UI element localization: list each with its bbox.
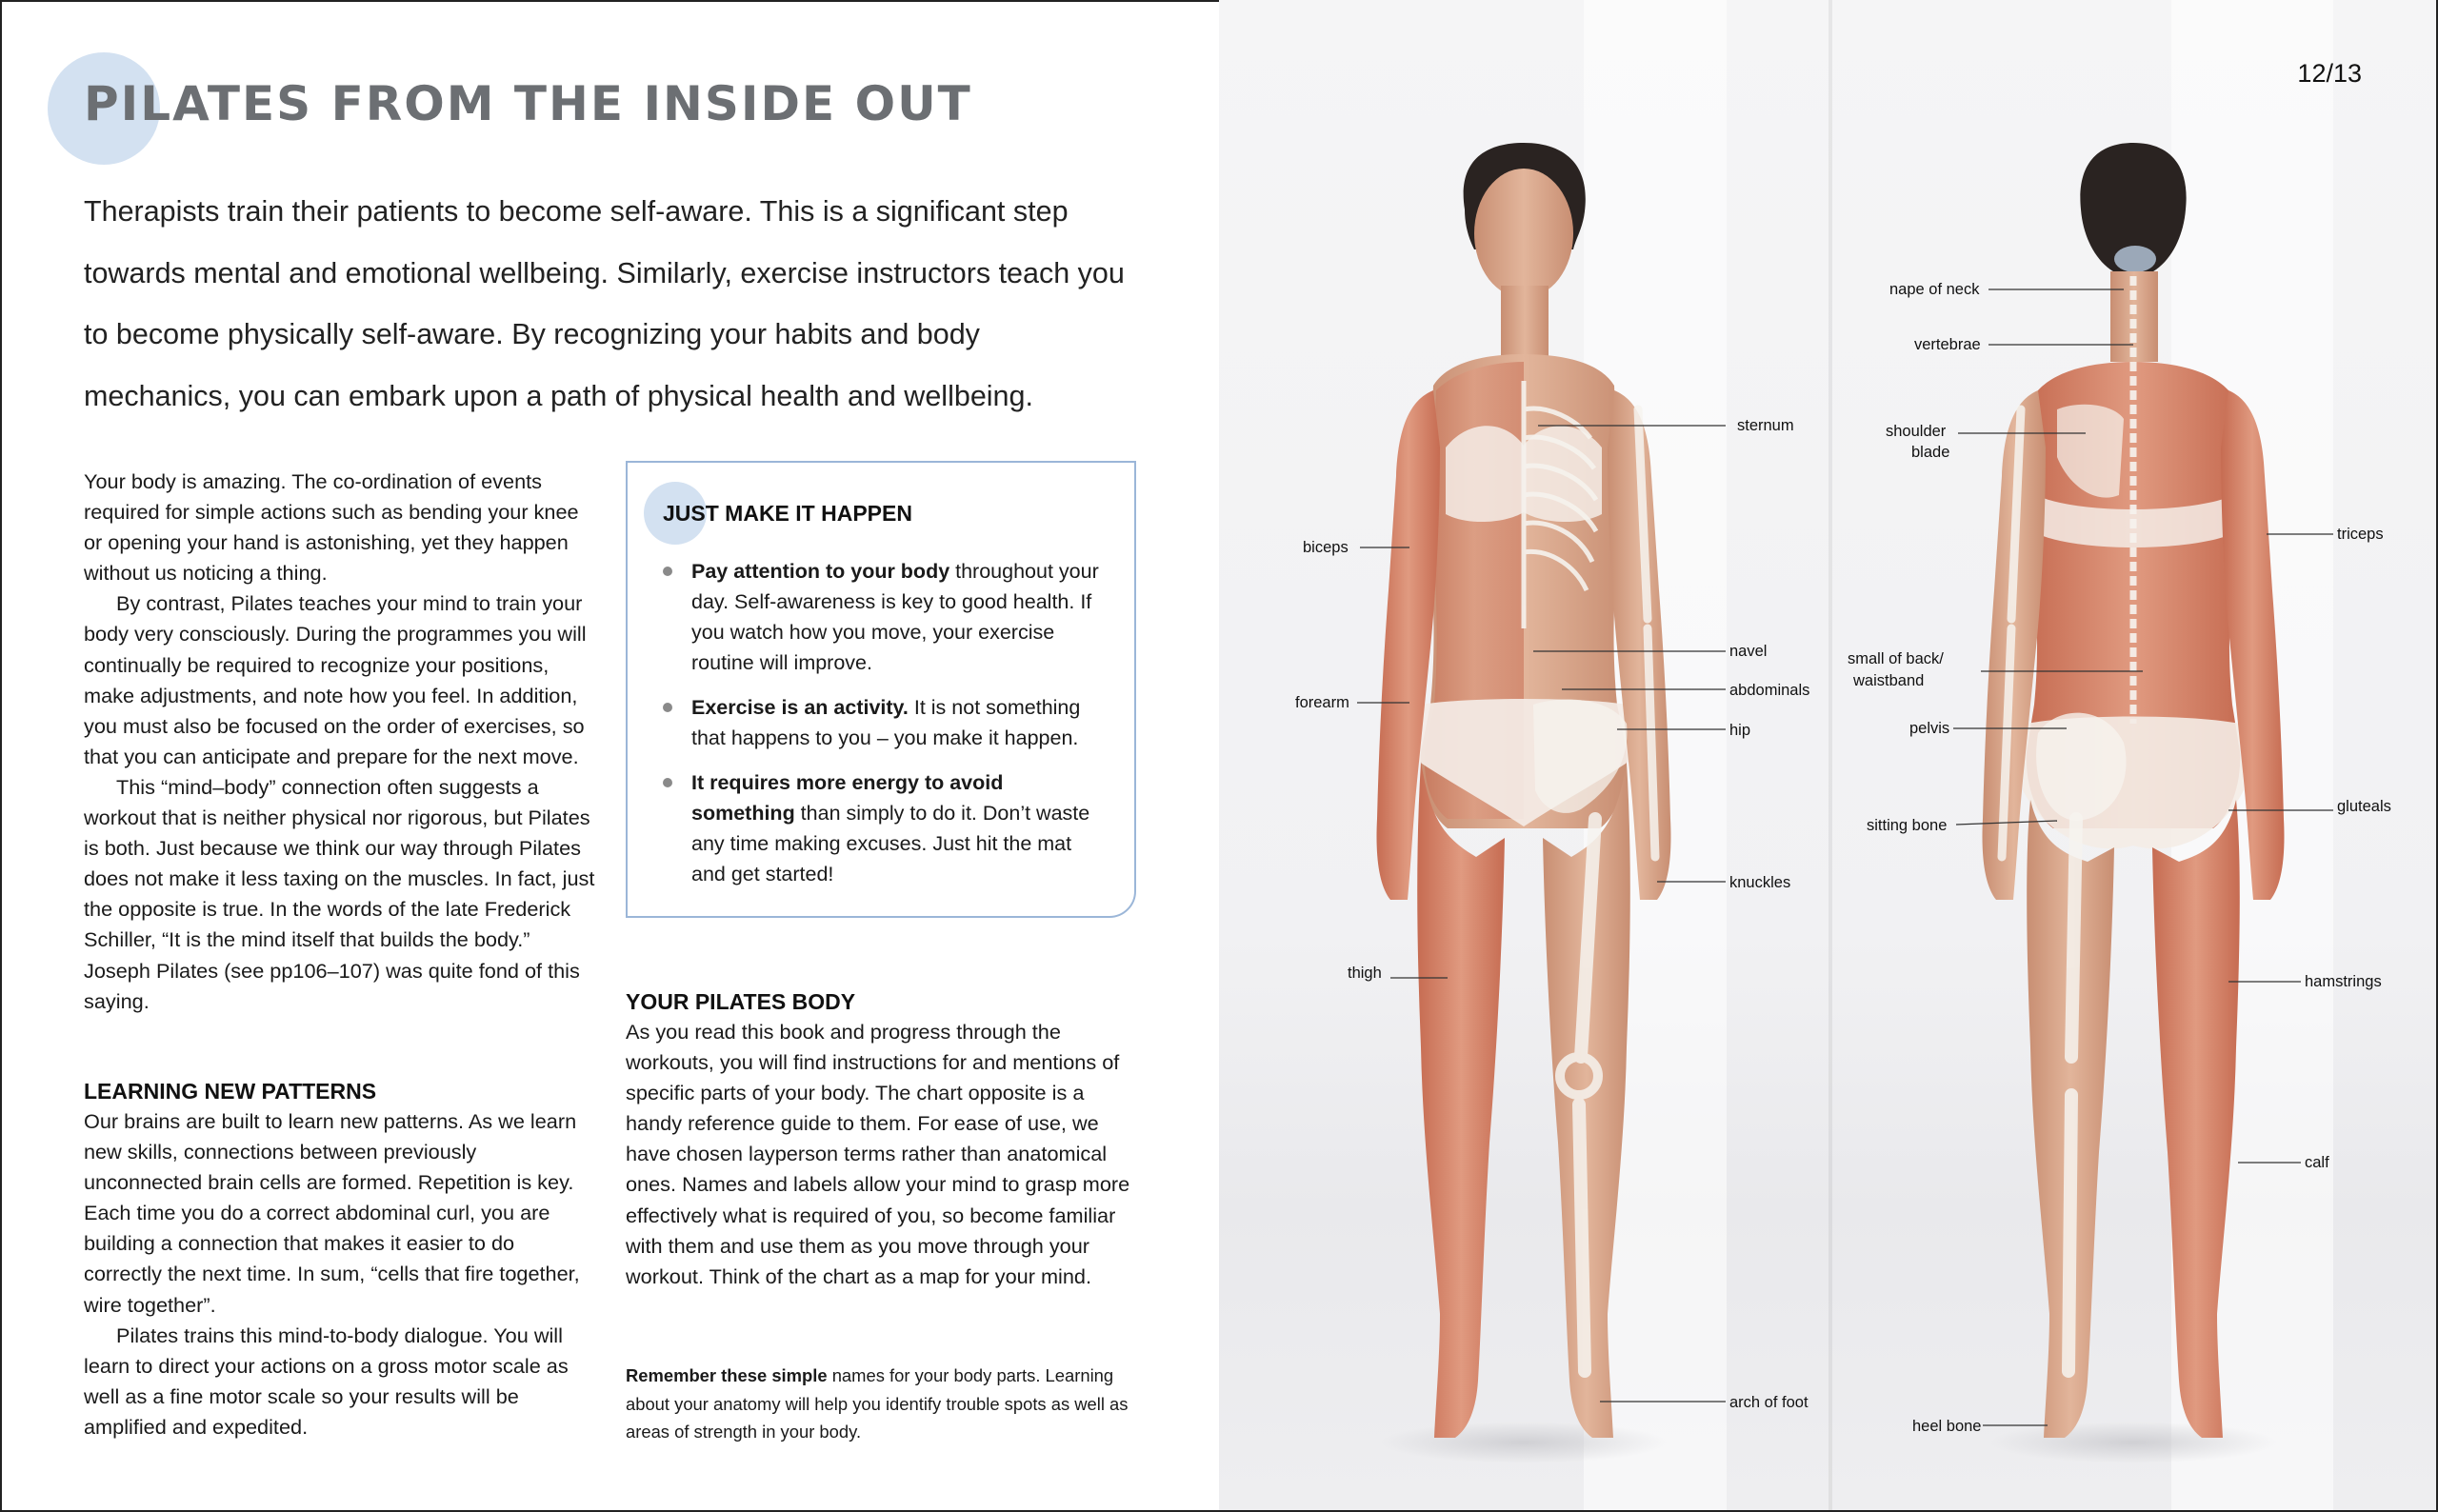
label-heel-bone: heel bone <box>1912 1418 1982 1435</box>
tip-item <box>663 767 1110 889</box>
label-sternum: sternum <box>1737 417 1794 434</box>
caption-note <box>626 1362 1140 1446</box>
label-shoulder-blade-1: shoulder <box>1886 423 1947 440</box>
body-paragraph: Our brains are built to learn new patterns. As we learn new skills, connections between previously unconnected brain cells are formed. Repetition is key. Each time you do a correct abdominal curl, you are building a connection that makes it easier to do correctly the next time. In sum, “cells that fire together, wire together”. <box>84 1109 580 1317</box>
back-shadow <box>1990 1422 2276 1463</box>
your-pilates-body-section <box>626 986 1140 1292</box>
front-head <box>1474 169 1573 298</box>
front-figure <box>1377 143 1671 1463</box>
label-vertebrae: vertebrae <box>1914 336 1981 353</box>
label-triceps: triceps <box>2337 526 2384 543</box>
tip-item <box>663 692 1110 753</box>
body-paragraph: This “mind–body” connection often suggests a workout that is neither physical nor rigorous, but Pilates is both. Just because we think our way through Pilates does not make it less taxing on the muscles. In fact, just the opposite is true. In the words of the late Frederick Schiller, “It is the mind itself that builds the body.” Joseph Pilates (see pp106–107) was quite fond of this saying. <box>84 774 595 1013</box>
label-small-of-back-2: waistband <box>1853 672 1925 689</box>
tip-box <box>626 461 1136 918</box>
anatomy-chart-page <box>1219 0 2436 1510</box>
tip-list <box>663 556 1110 904</box>
front-left-leg <box>1417 762 1505 1438</box>
page-title: PILATES FROM THE INSIDE OUT <box>84 76 972 131</box>
label-abdominals: abdominals <box>1729 682 1810 699</box>
learning-heading: LEARNING NEW PATTERNS <box>84 1079 377 1104</box>
label-hamstrings: hamstrings <box>2305 973 2382 990</box>
front-neck <box>1501 286 1549 357</box>
learning-section <box>84 1076 598 1442</box>
label-forearm: forearm <box>1295 694 1349 711</box>
back-figure <box>1983 143 2285 1463</box>
label-knuckles: knuckles <box>1729 874 1791 891</box>
label-arch-of-foot: arch of foot <box>1729 1394 1809 1411</box>
back-leg-bones <box>2068 819 2076 1371</box>
bullet-icon <box>663 778 672 787</box>
tip-item-bold: It requires more energy to avoid something <box>691 771 1004 825</box>
tip-item-bold: Exercise is an activity. <box>691 696 909 719</box>
tip-item-text: It is not something that happens to you – you make it happen. <box>691 696 1081 749</box>
body-paragraph: Your body is amazing. The co-ordination of events required for simple actions such as bending your knee or opening your hand is astonishing, yet they happen without us noticing a thing. <box>84 469 579 586</box>
page-number: 12/13 <box>2297 59 2362 88</box>
caption-note-bold: Remember these simple <box>626 1365 828 1385</box>
label-navel: navel <box>1729 643 1768 660</box>
tip-item <box>663 556 1110 678</box>
bullet-icon <box>663 567 672 576</box>
back-hair-tie <box>2114 246 2156 272</box>
body-paragraph: Pilates trains this mind-to-body dialogue. You will learn to direct your actions on a gross motor scale as well as a fine motor scale so your results will be amplified and expedited. <box>84 1323 569 1439</box>
label-small-of-back-1: small of back/ <box>1848 650 1944 667</box>
tip-item-text: throughout your day. Self-awareness is key to good health. If you watch how you move, your exercise routine will improve. <box>691 560 1099 674</box>
bullet-icon <box>663 703 672 712</box>
label-thigh: thigh <box>1348 965 1382 982</box>
anatomy-figures <box>1219 0 2436 1510</box>
label-nape-of-neck: nape of neck <box>1889 281 1980 298</box>
pilates-body-heading: YOUR PILATES BODY <box>626 989 856 1014</box>
label-hip: hip <box>1729 722 1751 739</box>
label-pelvis: pelvis <box>1909 720 1950 737</box>
label-calf: calf <box>2305 1154 2329 1171</box>
body-column-1 <box>84 467 598 1017</box>
tip-item-bold: Pay attention to your body <box>691 560 950 583</box>
body-paragraph: As you read this book and progress through the workouts, you will find instructions for and mentions of specific parts of your body. The chart opposite is a handy reference guide to them. For ease of use, we have chosen layperson terms rather than anatomical ones. Names and labels allow your mind to grasp more effectively what is required of you, so become familiar with them and use them as you move through your workout. Think of the chart as a map for your mind. <box>626 1020 1130 1288</box>
label-biceps: biceps <box>1303 539 1349 556</box>
caption-note-text: names for your body parts. Learning about your anatomy will help you identify trouble spots as well as areas of strength in your body. <box>626 1365 1129 1442</box>
label-sitting-bone: sitting bone <box>1867 817 1948 834</box>
tip-item-text: than simply to do it. Don’t waste any time making excuses. Just hit the mat and get started! <box>691 802 1090 885</box>
tip-box-title: JUST MAKE IT HAPPEN <box>663 501 912 526</box>
label-gluteals: gluteals <box>2337 798 2391 815</box>
body-paragraph: By contrast, Pilates teaches your mind to train your body very consciously. During the programmes you will continually be required to recognize your positions, make adjustments, and note how you feel. In addition, you must also be focused on the order of exercises, so that you can anticipate and prepare for the next move. <box>84 591 587 768</box>
back-right-leg <box>2152 800 2240 1438</box>
front-shadow <box>1381 1422 1667 1463</box>
label-shoulder-blade-2: blade <box>1911 444 1950 461</box>
lead-paragraph: Therapists train their patients to become self-aware. This is a significant step towards mental and emotional wellbeing. Similarly, exercise instructors teach you to become physically self-aware. By recognizing your habits and body mechanics, you can embark upon a path of physical health and wellbeing. <box>84 195 1125 412</box>
